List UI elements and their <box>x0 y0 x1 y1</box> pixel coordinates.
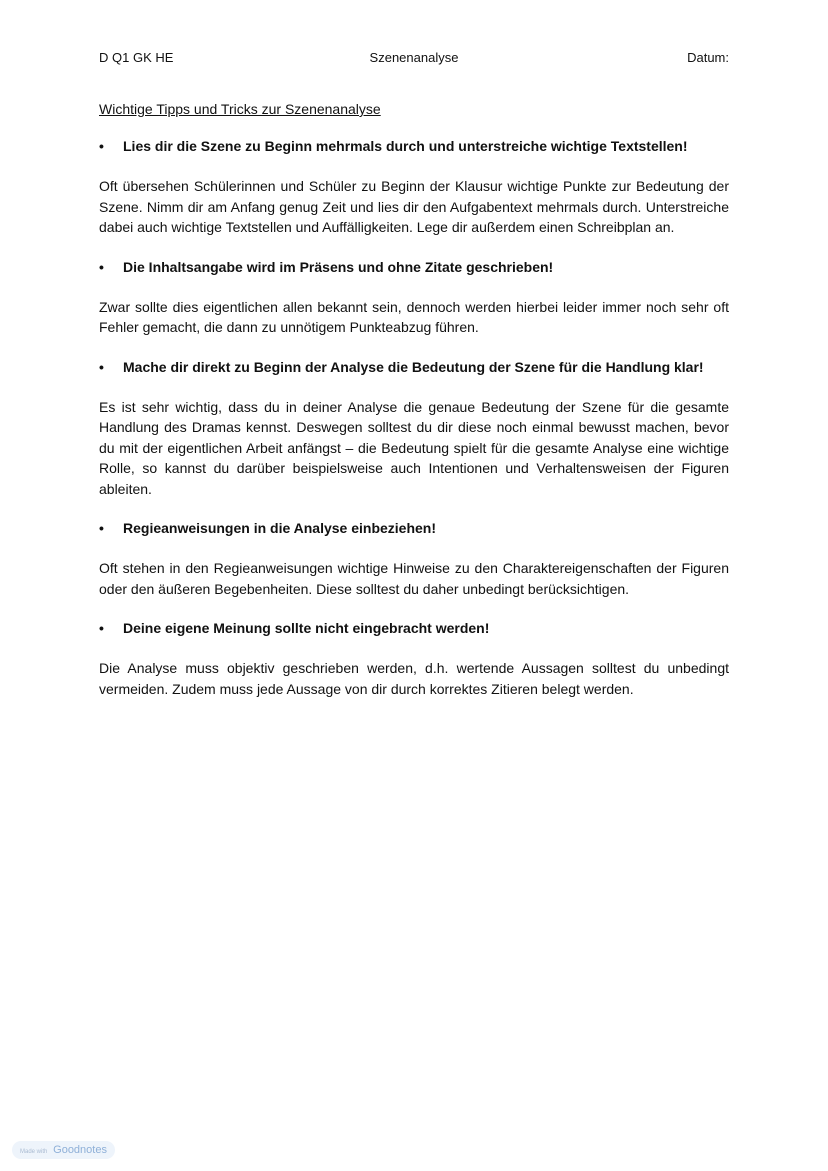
tip-paragraph: Es ist sehr wichtig, dass du in deiner Analyse die genaue Bedeutung der Szene für die gesamte Handlung des Dramas kennst. Deswegen solltest du dir diese noch einmal bewusst machen, bevor du mit der eigentlichen Arbeit anfängst – die Bedeutung spielt für die gesamte Analyse eine wichtige Rolle, so kannst du darüber beispielsweise auch Intentionen und Verhaltensweisen der Figuren ableiten. <box>99 398 729 497</box>
tip-heading-text: Mache dir direkt zu Beginn der Analyse die Bedeutung der Szene für die Handlung klar! <box>123 358 704 375</box>
bullet-icon: • <box>99 358 104 375</box>
tip-paragraph: Oft übersehen Schülerinnen und Schüler zu Beginn der Klausur wichtige Punkte zur Bedeutung der Szene. Nimm dir am Anfang genug Zeit und lies dir den Aufgabentext mehrmals durch. Unterstreiche dabei auch wichtige Textstellen und Auffälligkeiten. Lege dir außerdem einen Schreibplan an. <box>99 178 729 235</box>
tip-heading <box>99 519 729 538</box>
course-label: D Q1 GK HE <box>99 50 174 65</box>
tip-heading <box>99 358 729 377</box>
bullet-icon: • <box>99 138 104 154</box>
document-body <box>99 100 729 719</box>
brand-label: Goodnotes <box>53 1144 107 1156</box>
tip-heading <box>99 619 729 638</box>
tip-heading-text: Regieanweisungen in die Analyse einbeziehen! <box>123 520 437 536</box>
tip-section <box>99 137 729 238</box>
bullet-icon: • <box>99 520 104 536</box>
tip-paragraph: Die Analyse muss objektiv geschrieben werden, d.h. wertende Aussagen solltest du unbedingt vermeiden. Zudem muss jede Aussage von dir durch korrektes Zitieren belegt werden. <box>99 660 729 697</box>
tip-section <box>99 519 729 599</box>
tip-paragraph: Oft stehen in den Regieanweisungen wichtige Hinweise zu den Charaktereigenschaften der Figuren oder den äußeren Begebenheiten. Diese solltest du daher unbedingt berücksichtigen. <box>99 560 729 597</box>
made-with-label: Made with <box>20 1149 48 1155</box>
document-title: Wichtige Tipps und Tricks zur Szenenanalyse <box>99 101 381 117</box>
goodnotes-badge <box>12 1141 115 1159</box>
date-label: Datum: <box>687 50 729 65</box>
bullet-icon: • <box>99 258 104 275</box>
tip-heading-text: Die Inhaltsangabe wird im Präsens und ohne Zitate geschrieben! <box>123 258 554 275</box>
tip-section <box>99 258 729 338</box>
tip-heading <box>99 258 729 277</box>
tip-heading <box>99 137 729 156</box>
tip-paragraph: Zwar sollte dies eigentlichen allen bekannt sein, dennoch werden hierbei leider immer noch sehr oft Fehler gemacht, die dann zu unnötigem Punkteabzug führen. <box>99 298 729 335</box>
tip-heading-text: Deine eigene Meinung sollte nicht eingebracht werden! <box>123 620 490 636</box>
subject-label: Szenenanalyse <box>369 50 459 65</box>
tip-heading-text: Lies dir die Szene zu Beginn mehrmals durch und unterstreiche wichtige Textstellen! <box>123 138 688 154</box>
page-header <box>99 50 729 70</box>
tip-section <box>99 619 729 699</box>
tip-section <box>99 358 729 500</box>
bullet-icon: • <box>99 620 104 636</box>
